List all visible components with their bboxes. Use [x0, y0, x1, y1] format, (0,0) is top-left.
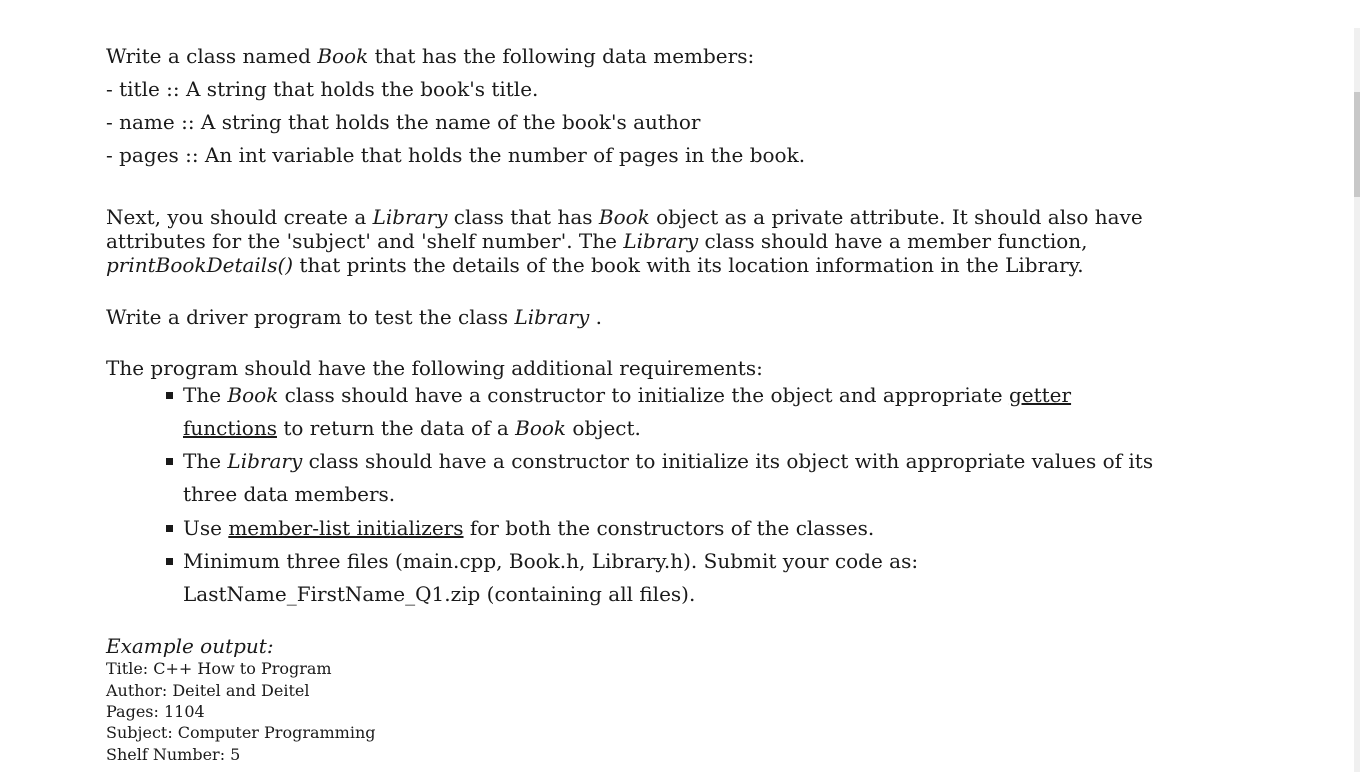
- member-name: - name :: A string that holds the name of the book's author: [106, 110, 701, 134]
- scrollbar-thumb[interactable]: [1354, 92, 1360, 197]
- book-class-name: Book: [515, 416, 567, 440]
- text: class should have a member function,: [698, 229, 1088, 253]
- intro-text-end: that has the following data members:: [368, 44, 755, 68]
- library-class-name: Library: [623, 229, 699, 253]
- example-line-pages: Pages: 1104: [106, 702, 205, 721]
- example-heading: [106, 634, 274, 658]
- function-name: printBookDetails(): [106, 253, 294, 277]
- intro-text: Write a class named: [106, 44, 318, 68]
- book-class-name: Book: [227, 383, 279, 407]
- book-class-name: Book: [317, 44, 369, 68]
- text: that prints the details of the book with its location information in the Library.: [293, 253, 1084, 277]
- member-list-initializers-term: member-list initializers: [228, 516, 464, 540]
- example-line-author: Author: Deitel and Deitel: [106, 681, 310, 700]
- text: class that has: [447, 205, 599, 229]
- library-para-line-2: [106, 229, 1088, 253]
- bullet-icon: [166, 392, 173, 399]
- text: Write a driver program to test the class: [106, 305, 515, 329]
- text: class should have a constructor to initialize the object and appropriate: [278, 383, 1009, 407]
- intro-line: [106, 44, 754, 68]
- requirement-2-line-1: [183, 449, 1153, 473]
- text: attributes for the 'subject' and 'shelf number'. The: [106, 229, 624, 253]
- requirement-1-line-1: [183, 383, 1071, 407]
- library-class-name: Library: [514, 305, 590, 329]
- text: .: [589, 305, 602, 329]
- getter-term: getter: [1008, 383, 1072, 407]
- library-para-line-3: [106, 253, 1084, 277]
- text: The: [183, 383, 228, 407]
- requirement-4-line-1: Minimum three files (main.cpp, Book.h, Library.h). Submit your code as:: [183, 549, 919, 573]
- member-title: - title :: A string that holds the book's title.: [106, 77, 539, 101]
- text: The: [183, 449, 228, 473]
- book-class-name: Book: [598, 205, 650, 229]
- bullet-icon: [166, 525, 173, 532]
- member-pages: - pages :: An int variable that holds the number of pages in the book.: [106, 143, 806, 167]
- text: object.: [566, 416, 641, 440]
- requirement-2-line-2: three data members.: [183, 482, 396, 506]
- requirement-4-line-2: LastName_FirstName_Q1.zip (containing all files).: [183, 582, 696, 606]
- text: Next, you should create a: [106, 205, 373, 229]
- text: Use: [183, 516, 229, 540]
- bullet-icon: [166, 458, 173, 465]
- text: for both the constructors of the classes.: [463, 516, 875, 540]
- example-line-title: Title: C++ How to Program: [106, 659, 332, 678]
- requirement-3-line: [183, 516, 874, 540]
- requirement-1-line-2: [183, 416, 641, 440]
- text: class should have a constructor to initialize its object with appropriate values of its: [302, 449, 1154, 473]
- example-line-shelf: Shelf Number: 5: [106, 745, 241, 764]
- requirements-heading: The program should have the following additional requirements:: [106, 356, 763, 380]
- text: to return the data of a: [276, 416, 516, 440]
- driver-line: [106, 305, 602, 329]
- library-class-name: Library: [372, 205, 448, 229]
- library-para-line-1: [106, 205, 1143, 229]
- example-heading-text: Example output:: [106, 634, 274, 658]
- example-line-subject: Subject: Computer Programming: [106, 723, 376, 742]
- library-class-name: Library: [227, 449, 303, 473]
- functions-term: functions: [183, 416, 277, 440]
- text: object as a private attribute. It should also have: [649, 205, 1143, 229]
- bullet-icon: [166, 558, 173, 565]
